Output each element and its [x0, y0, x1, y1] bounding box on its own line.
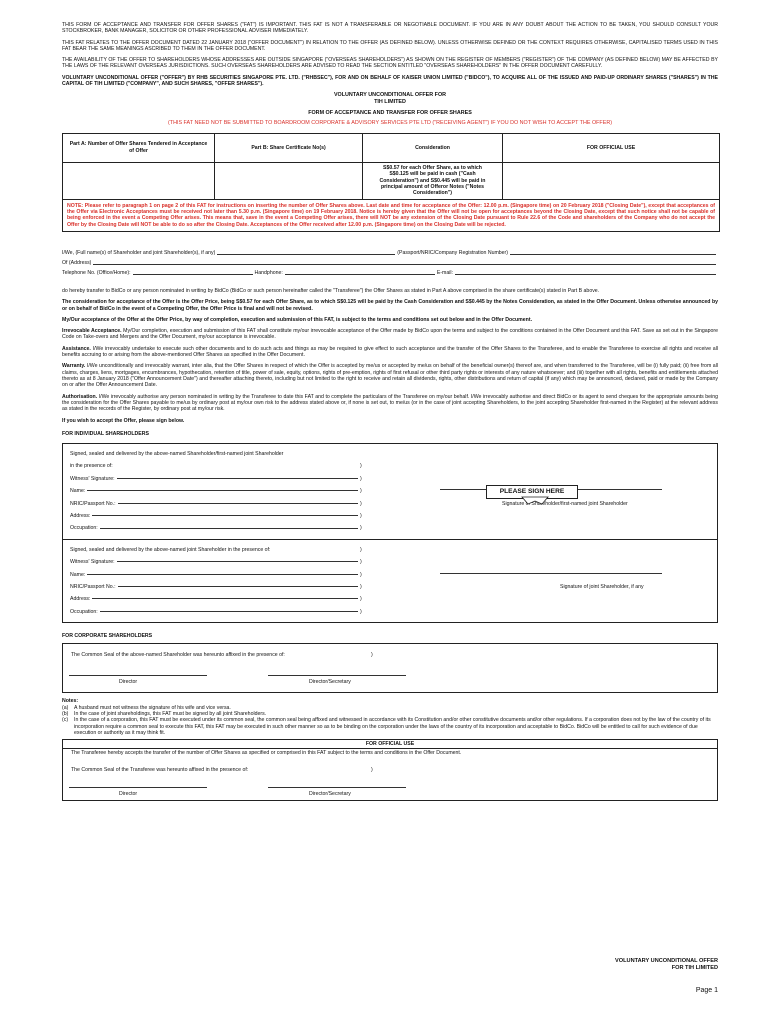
intro-important: THIS FORM OF ACCEPTANCE AND TRANSFER FOR OFFER SHARES ("FAT") IS IMPORTANT. THIS FAT IS NOT A TRANSFERABLE OR NEGOTIABLE DOCUMENT. IF YOU ARE IN ANY DOUBT ABOUT THE ACTION TO BE TAKEN, YOU SHOULD CONSULT YOUR STOCKBROKER, BANK MANAGER, SOLICITOR OR OTHER PROFESSIONAL ADVISER IMMEDIATELY. [62, 22, 718, 35]
notes: Notes: (a) A husband must not witness the signature of his wife and vice versa. (b) In the case of joint shareholdings, this FAT must be signed by all joint Shareholders. (c) In the case of a corporation, this FAT must be executed under its common seal, the common seal being affixed and witnessed in accordance with its Constitution and/or other constitutive documents and/or other regulations. If a corporation does not by the law of the country of its incorporation require a common seal to execute this FAT, this FAT may be executed in such other manner so as to be binding on the corporation under the laws of the country of its incorporation and acceptable to BidCo. BidCo will be entitled to call for such evidence of due execution or authority as it may think fit. [62, 698, 718, 736]
individual-heading: FOR INDIVIDUAL SHAREHOLDERS [62, 430, 149, 437]
official-use-cell [503, 163, 719, 199]
corporate-secretary-label: Director/Secretary [309, 679, 351, 686]
witness-address-field-1[interactable] [92, 515, 358, 516]
transferee-director-label: Director [119, 791, 138, 798]
irrevocable-acceptance: Irrevocable Acceptance. My/Our completion, execution and submission of this FAT shall constitute my/our irrevocable acceptance of the Offer made by BidCo upon the terms and subject to the conditions contained in the Offer Document and this FAT. Save as set out in the Singapore Code on Take-overs and Mergers and the Offer Document, my/our acceptance is irrevocable. [62, 328, 719, 341]
email-label: E-mail: [436, 269, 453, 276]
footer [615, 958, 718, 972]
authorisation: Authorisation. I/We irrevocably authorise any person nominated in writing by the Transferee to date this FAT and to complete the particulars of the Transferee on my/our behalf. I/We irrevocably authorise and direct BidCo or its agent to send cheques for the appropriate amounts being the consideration for the Offer Shares payable to me/us by ordinary post at my/our own risk to the address stated above or, if none is set out, to me/us (or in the case of joint accepting Shareholders, to the joint accepting Shareholder first-named in the Register) at the relevant address as stated in the records of the Register, by ordinary post at my/our risk. [62, 393, 718, 413]
title-line-2: TIH LIMITED [374, 98, 406, 105]
note-a: A husband must not witness the signature of his wife and vice versa. [74, 704, 231, 711]
header-official-use: FOR OFFICIAL USE [586, 144, 636, 151]
note-c: In the case of a corporation, this FAT must be executed under its common seal, the common seal being affixed and witnessed in accordance with its Constitution and/or other constitutive documents and/or other regulations. If a corporation does not by the law of the country of its incorporation require a common seal to execute this FAT, this FAT may be executed in such other manner so as to be binding on the corporation under the laws of the country of its incorporation and acceptable to BidCo. BidCo will be entitled to call for such evidence of due execution or authority as it may think fit. [74, 717, 711, 736]
transferee-director-line[interactable] [69, 787, 207, 788]
footer-line-2: FOR TIH LIMITED [671, 965, 718, 971]
witness-signature-field-2[interactable] [117, 561, 358, 562]
transferee-secretary-label: Director/Secretary [309, 791, 351, 798]
telephone-field[interactable] [133, 274, 253, 275]
please-sign-here: PLEASE SIGN HERE [499, 488, 565, 495]
red-note: (THIS FAT NEED NOT BE SUBMITTED TO BOARDROOM CORPORATE & ADVISORY SERVICES PTE LTD ("RECEIVING AGENT") IF YOU DO NOT WISH TO ACCEPT THE OFFER) [167, 120, 613, 127]
consideration-text-body: The consideration for acceptance of the Offer is the Offer Price, being S$0.57 for each Offer Share, as to which S$0.125 will be paid by the Cash Consideration and S$0.445 by the Notes Consideration, as stated in the Offer Document. Unless otherwise announced by or on behalf of BidCo in the event of a Competing Offer, the Offer Price is final and will not be revised. [62, 299, 718, 312]
title-line-1: VOLUNTARY UNCONDITIONAL OFFER FOR [333, 92, 447, 99]
if-you-wish: If you wish to accept the Offer, please sign below. [62, 418, 185, 425]
assistance: Assistance. I/We irrevocably undertake to execute such other documents and to do such acts and things as may be required to give effect to such acceptance and the transfer of the Offer Shares to the Transferee, and to enable the Transferee to exercise all rights and receive all benefits accruing to or arising from the above-mentioned Offer Shares as specified in the Offer Document. [62, 345, 718, 359]
individual-signature-box-2: Signed, sealed and delivered by the above-named joint Shareholder in the presence of: ) Witness' Signature: ) Name: ) NRIC/Passport No.: ) Signature of joint Shareholder, if any Address: ) Occupation: ) [62, 540, 718, 623]
header-part-b: Part B: Share Certificate No(s) [215, 134, 363, 162]
irrevocable-label: Irrevocable Acceptance. [62, 328, 122, 335]
witness-name-field-2[interactable] [87, 574, 358, 575]
part-a-input[interactable] [63, 163, 215, 199]
arrow-down-icon [520, 496, 550, 506]
header-part-a: Part A: Number of Offer Shares Tendered in Acceptance of Offer [63, 134, 215, 162]
shareholder-details [62, 246, 718, 276]
corporate-secretary-line[interactable] [268, 675, 406, 676]
corporate-director-label: Director [119, 679, 138, 686]
shareholder-signature-label: Signature of Shareholder/first-named joint Shareholder [502, 500, 628, 507]
name-field[interactable] [217, 254, 395, 255]
iwe-label: I/We, (Full name(s) of Shareholder and joint Shareholder(s), if any) [62, 249, 216, 256]
transferee-seal-text: The Common Seal of the Transferee was hereunto affixed in the presence of: [71, 767, 249, 774]
intro-offer: VOLUNTARY UNCONDITIONAL OFFER ("OFFER") BY RHB SECURITIES SINGAPORE PTE. LTD. ("RHBSEC"), FOR AND ON BEHALF OF KAISER UNION LIMITED ("BIDCO"), TO ACQUIRE ALL OF THE ISSUED AND PAID-UP ORDINARY SHARES ("SHARES") IN THE CAPITAL OF TIH LIMITED ("COMPANY", AND SUCH SHARES, "OFFER SHARES"). [62, 74, 718, 88]
corporate-seal-text: The Common Seal of the above-named Shareholder was hereunto affixed in the presence of: [71, 652, 285, 659]
consideration-text: S$0.57 for each Offer Share, as to which S$0.125 will be paid in cash ("Cash Consideration") and S$0.445 will be paid in principal amount of Offeror Notes ("Notes Consideration") [363, 163, 503, 199]
witness-address-field-2[interactable] [92, 598, 358, 599]
part-b-input[interactable] [215, 163, 363, 199]
handphone-label: Handphone: [254, 269, 283, 276]
transferee-secretary-line[interactable] [268, 787, 406, 788]
corporate-heading: FOR CORPORATE SHAREHOLDERS [62, 633, 153, 640]
intro-overseas: THE AVAILABILITY OF THE OFFER TO SHAREHOLDERS WHOSE ADDRESSES ARE OUTSIDE SINGAPORE ("OVERSEAS SHAREHOLDERS") AS SHOWN ON THE REGISTER OF MEMBERS ("REGISTER") OF THE COMPANY (AS DEFINED BELOW) MAY BE AFFECTED BY THE LAWS OF THE RELEVANT OVERSEAS JURISDICTIONS. SUCH OVERSEAS SHAREHOLDERS ARE ADVISED TO READ THE SECTION ENTITLED "OVERSEAS SHAREHOLDERS" IN THE OFFER DOCUMENT CAREFULLY. [62, 57, 718, 70]
warranty-label: Warranty. [62, 363, 86, 370]
joint-signature-line[interactable] [440, 573, 662, 574]
official-use-heading: FOR OFFICIAL USE [63, 740, 717, 749]
fat-page [62, 22, 718, 801]
closing-date-note: NOTE: Please refer to paragraph 1 on page 2 of this FAT for instructions on inserting the number of Offer Shares above. Last date and time for acceptance of the Offer: 12.00 p.m. (Singapore time) on 20 February 2018 ("Closing Date"), except that acceptances of the Offer via Electronic Acceptances must be received not later than 5.30 p.m. (Singapore time) on 19 February 2018. Notice is hereby given that the Offer will not be open for acceptances beyond the Closing Date, except that such notice shall not be capable of being enforced in the event a Competing Offer arises. This means that, save in the event a Competing Offer arises, there will NOT be any extension of the Closing Date pursuant to Rule 22.6 of the Code and shareholders of the Company who do not accept the Offer by the Closing Date will NOT be able to do so after the Closing Date. Acceptances of the Offer received after 12.00 p.m. (Singapore time) on the Closing Date will be rejected. [63, 199, 719, 231]
telephone-label: Telephone No. (Office/Home): [62, 269, 131, 276]
email-field[interactable] [455, 274, 716, 275]
passport-label: (Passport/NRIC/Company Registration Number) [397, 249, 508, 256]
offer-shares-table [62, 133, 720, 232]
form-title-block [62, 92, 718, 126]
transferee-accepts-text: The Transferee hereby accepts the transfer of the number of Offer Shares as specified or comprised in this FAT subject to the terms and conditions in the Offer Document. [71, 750, 462, 757]
witness-occupation-field-2[interactable] [100, 611, 358, 612]
header-consideration: Consideration [363, 134, 503, 162]
passport-field[interactable] [510, 254, 716, 255]
title-line-3: FORM OF ACCEPTANCE AND TRANSFER FOR OFFER SHARES [308, 109, 472, 116]
witness-nric-field-1[interactable] [118, 503, 358, 504]
transfer-text: do hereby transfer to BidCo or any person nominated in writing by BidCo (BidCo or such person hereinafter called the "Transferee") the Offer Shares as stated in Part A above comprised in the share certificate(s) stated in Part B above. [62, 287, 600, 294]
acceptance-terms: My/Our acceptance of the Offer at the Offer Price, by way of completion, execution and submission of this FAT, is subject to the terms and conditions set out below and in the Offer Document. [62, 316, 533, 323]
handphone-field[interactable] [285, 274, 435, 275]
footer-line-1: VOLUNTARY UNCONDITIONAL OFFER [615, 958, 718, 964]
warranty: Warranty. I/We unconditionally and irrevocably warrant, inter alia, that the Offer Shares in respect of which the Offer is accepted by me/us or accepted by me/us on behalf of the beneficial owner(s) thereof are, and when transferred to the Transferee, will be (i) fully paid; (ii) free from all claims, charges, liens, mortgages, encumbrances, hypothecation, retention of title, power of sale, equity, options, rights of pre-emption, rights of first refusal or other third party rights or interests of any nature whatsoever; and (iii) together with all rights, benefits and entitlements attached thereto as at 8 January 2018 ("Offer Announcement Date") and thereafter attaching thereto, including but not limited to the right to receive and retain all dividends, rights, other distributions and return of capital (if any) which may be announced, declared, paid or made by the Company on or after the Offer Announcement Date. [62, 363, 718, 389]
address-field[interactable] [93, 264, 716, 265]
witness-nric-field-2[interactable] [118, 586, 358, 587]
individual-signature-box-1: Signed, sealed and delivered by the above-named Shareholder/first-named joint Shareholder in the presence of: ) Witness' Signature: ) Name: ) NRIC/Passport No.: ) Signature of Shareholder/first-named joint Shareholder Address: ) Occupation: ) [62, 443, 718, 540]
witness-signature-field-1[interactable] [117, 478, 358, 479]
notes-heading: Notes: [62, 698, 79, 705]
note-b: In the case of joint shareholdings, this FAT must be signed by all joint Shareholders. [74, 710, 267, 717]
witness-name-field-1[interactable] [87, 490, 358, 491]
intro-relates: THIS FAT RELATES TO THE OFFER DOCUMENT DATED 22 JANUARY 2018 ("OFFER DOCUMENT") IN RELATION TO THE OFFER (AS DEFINED BELOW). UNLESS OTHERWISE DEFINED OR THE CONTEXT REQUIRES OTHERWISE, CAPITALISED TERMS USED IN THIS FAT BEAR THE SAME MEANINGS ASCRIBED TO THEM IN THE OFFER DOCUMENT. [62, 39, 718, 52]
official-use-box: FOR OFFICIAL USE The Transferee hereby accepts the transfer of the number of Offer Shares as specified or comprised in this FAT subject to the terms and conditions in the Offer Document. The Common Seal of the Transferee was hereunto affixed in the presence of: ) Director Director/Secretary [62, 739, 718, 801]
address-label: Of (Address) [62, 259, 92, 266]
authorisation-label: Authorisation. [62, 393, 98, 400]
assistance-label: Assistance. [62, 345, 91, 352]
corporate-seal-box: The Common Seal of the above-named Shareholder was hereunto affixed in the presence of: ) Director Director/Secretary [62, 643, 718, 693]
witness-occupation-field-1[interactable] [100, 528, 358, 529]
corporate-director-line[interactable] [69, 675, 207, 676]
page-number: Page 1 [695, 987, 718, 994]
joint-signature-label: Signature of joint Shareholder, if any [560, 583, 644, 590]
